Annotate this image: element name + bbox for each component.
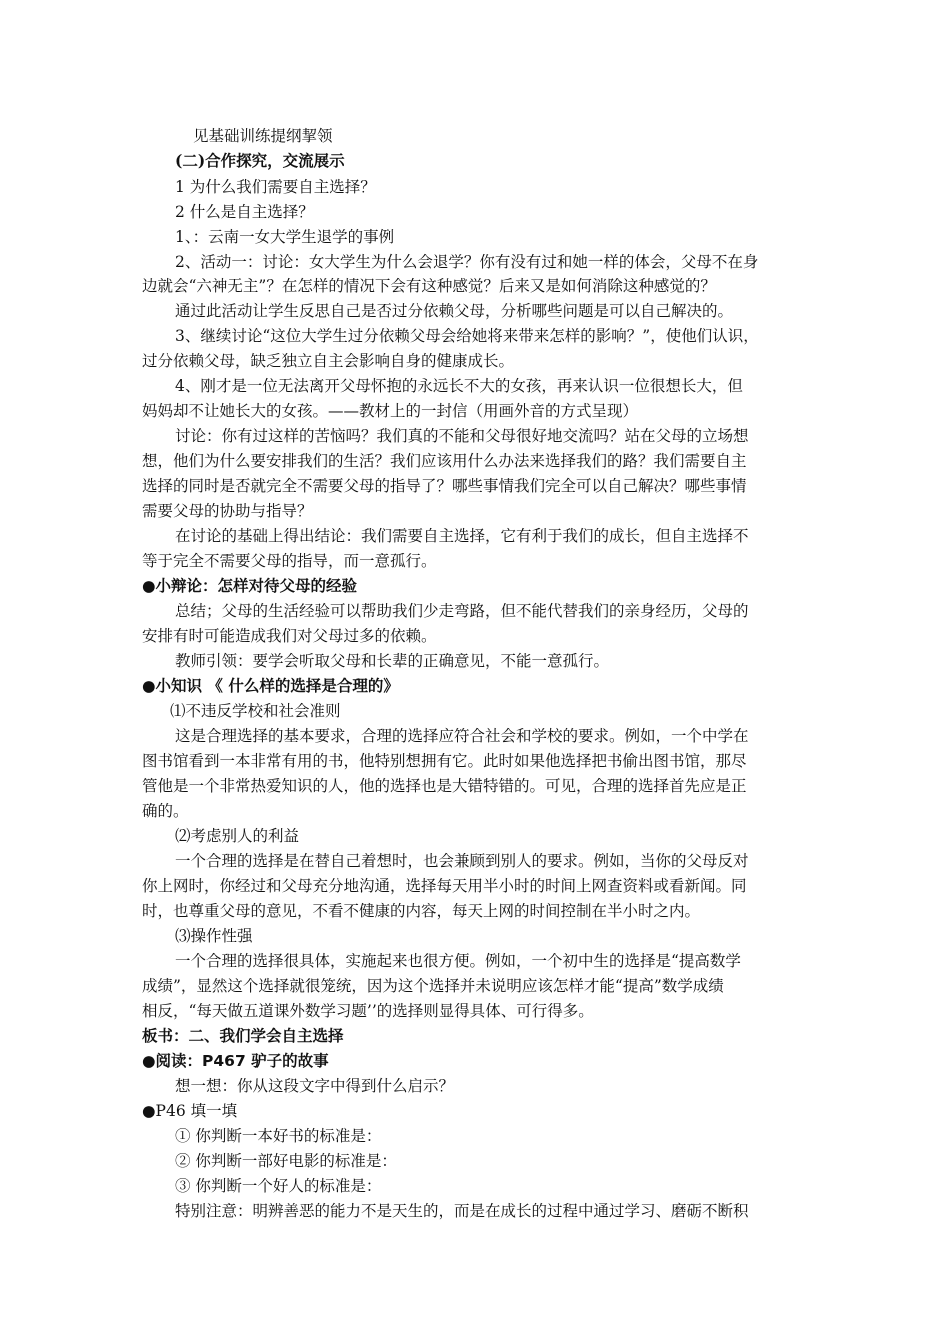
- subheading: ⑵考虑别人的利益: [175, 827, 300, 845]
- blackboard-heading: 板书：二、我们学会自主选择: [142, 1027, 344, 1045]
- debate-heading: ●小辩论：怎样对待父母的经验: [142, 577, 358, 595]
- text-line: 图书馆看到一本非常有用的书，他特别想拥有它。此时如果他选择把书偷出图书馆，那尽: [142, 752, 747, 770]
- knowledge-heading: ●小知识 《 什么样的选择是合理的》: [142, 677, 399, 695]
- question-line: 2 什么是自主选择？: [175, 203, 314, 221]
- list-item: ① 你判断一本好书的标准是：: [175, 1127, 382, 1145]
- list-item: ② 你判断一部好电影的标准是：: [175, 1152, 397, 1170]
- text-line: 讨论：你有过这样的苦恼吗？我们真的不能和父母很好地交流吗？站在父母的立场想: [175, 427, 749, 445]
- text-line: 相反，“每天做五道课外数学习题’’的选择则显得具体、可行得多。: [142, 1002, 594, 1020]
- text-line: 这是合理选择的基本要求，合理的选择应符合社会和学校的要求。例如，一个中学在: [175, 727, 749, 745]
- text-line: 一个合理的选择很具体，实施起来也很方便。例如，一个初中生的选择是“提高数学: [175, 952, 741, 970]
- text-line: 在讨论的基础上得出结论：我们需要自主选择，它有利于我们的成长，但自主选择不: [175, 527, 749, 545]
- text-line: 想，他们为什么要安排我们的生活？我们应该用什么办法来选择我们的路？我们需要自主: [142, 452, 747, 470]
- text-line: 3、继续讨论“这位大学生过分依赖父母会给她将来带来怎样的影响？”，使他们认识，: [175, 327, 759, 345]
- text-line: 一个合理的选择是在替自己着想时，也会兼顾到别人的要求。例如，当你的父母反对: [175, 852, 749, 870]
- list-item: ③ 你判断一个好人的标准是：: [175, 1177, 382, 1195]
- text-line: 教师引领：要学会听取父母和长辈的正确意见，不能一意孤行。: [175, 652, 610, 670]
- fill-in-heading: ●P46 填一填: [142, 1102, 238, 1120]
- text-line: 1、：云南一女大学生退学的事例: [175, 228, 395, 246]
- section-heading: (二)合作探究，交流展示: [175, 151, 345, 170]
- text-line: 需要父母的协助与指导？: [142, 502, 313, 520]
- text-line: 时，也尊重父母的意见，不看不健康的内容，每天上网的时间控制在半小时之内。: [142, 902, 701, 920]
- text-line: 你上网时，你经过和父母充分地沟通，选择每天用半小时的时间上网查资料或看新闻。同: [142, 877, 747, 895]
- text-line: 安排有时可能造成我们对父母过多的依赖。: [142, 627, 437, 645]
- text-line: 过分依赖父母，缺乏独立自主会影响自身的健康成长。: [142, 352, 515, 370]
- text-line: 边就会“六神无主”？在怎样的情况下会有这种感觉？后来又是如何消除这种感觉的？: [142, 277, 716, 295]
- text-line: 成绩”，显然这个选择就很笼统，因为这个选择并未说明应该怎样才能“提高”数学成绩: [142, 977, 724, 995]
- text-line: 2、活动一：讨论：女大学生为什么会退学？你有没有过和她一样的体会，父母不在身: [175, 253, 759, 271]
- reading-heading: ●阅读：P467 驴子的故事: [142, 1052, 329, 1070]
- text-line: 特别注意：明辨善恶的能力不是天生的，而是在成长的过程中通过学习、磨砺不断积: [175, 1202, 749, 1220]
- text-line: 通过此活动让学生反思自己是否过分依赖父母，分析哪些问题是可以自己解决的。: [175, 302, 734, 320]
- text-line: 管他是一个非常热爱知识的人，他的选择也是大错特错的。可见，合理的选择首先应是正: [142, 777, 747, 795]
- text-line: 想一想：你从这段文字中得到什么启示？: [175, 1077, 455, 1095]
- text-line: 见基础训练提纲挈领: [193, 127, 333, 145]
- subheading: ⑴不违反学校和社会准则: [170, 702, 341, 720]
- text-line: 确的。: [142, 802, 189, 820]
- text-line: 等于完全不需要父母的指导，而一意孤行。: [142, 552, 437, 570]
- text-line: 4、刚才是一位无法离开父母怀抱的永远长不大的女孩，再来认识一位很想长大，但: [175, 377, 743, 395]
- subheading: ⑶操作性强: [175, 927, 253, 945]
- text-line: 妈妈却不让她长大的女孩。——教材上的一封信（用画外音的方式呈现）: [142, 402, 639, 420]
- text-line: 总结；父母的生活经验可以帮助我们少走弯路，但不能代替我们的亲身经历，父母的: [175, 602, 749, 620]
- text-line: 选择的同时是否就完全不需要父母的指导了？哪些事情我们完全可以自己解决？哪些事情: [142, 477, 747, 495]
- question-line: 1 为什么我们需要自主选择？: [175, 178, 376, 196]
